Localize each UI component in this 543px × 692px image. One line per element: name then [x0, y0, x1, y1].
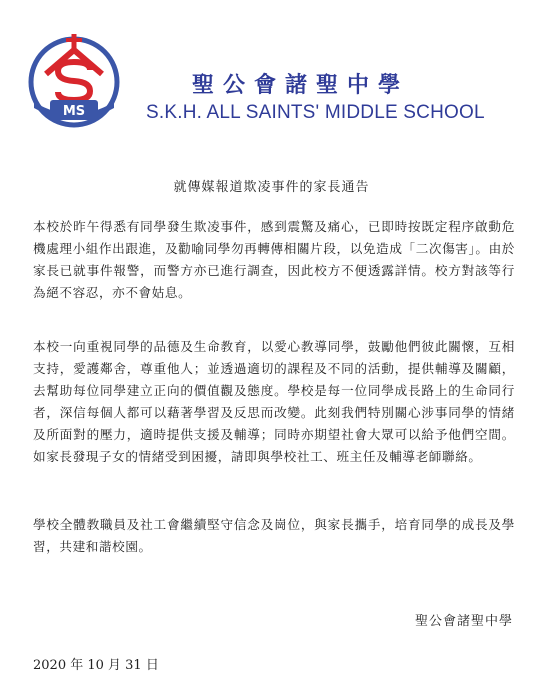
paragraph-1: 本校於昨午得悉有同學發生欺凌事件，感到震驚及痛心，已即時按既定程序啟動危機處理小組作出跟進，及勸喻同學勿再轉傳相關片段，以免造成「二次傷害」。由於家長已就事件報警，而警方亦已進行調查，因此校方不便透露詳情。校方對該等行為絕不容忍，亦不會姑息。: [33, 219, 515, 300]
notice-date: 2020 年 10 月 31 日: [33, 658, 159, 673]
signature: 聖公會諸聖中學: [414, 614, 513, 629]
notice-title: 就傳媒報道欺凌事件的家長通告: [173, 180, 370, 195]
logo-text: MS: [62, 104, 86, 119]
school-name-chinese: 聖公會諸聖中學: [192, 73, 410, 98]
letterhead: [24, 30, 524, 130]
school-name-english: S.K.H. ALL SAINTS' MIDDLE SCHOOL: [146, 102, 485, 123]
paragraph-3: 學校全體教職員及社工會繼續堅守信念及崗位，與家長攜手，培育同學的成長及學習，共建和諧校園。: [33, 517, 515, 554]
paragraph-2: 本校一向重視同學的品德及生命教育，以愛心教導同學，鼓勵他們彼此關懷，互相支持，愛護鄰舍，尊重他人；並透過適切的課程及不同的活動，提供輔導及關顧，去幫助每位同學建立正向的價值觀及態度。學校是每一位同學成長路上的生命同行者，深信每個人都可以藉著學習及反思而改變。此刻我們特別關心涉事同學的情緒及所面對的壓力，適時提供支援及輔導；同時亦期望社會大眾可以給予他們空間。如家長發現子女的情緒受到困擾，請即與學校社工、班主任及輔導老師聯絡。: [33, 339, 515, 464]
school-logo: [24, 30, 124, 130]
